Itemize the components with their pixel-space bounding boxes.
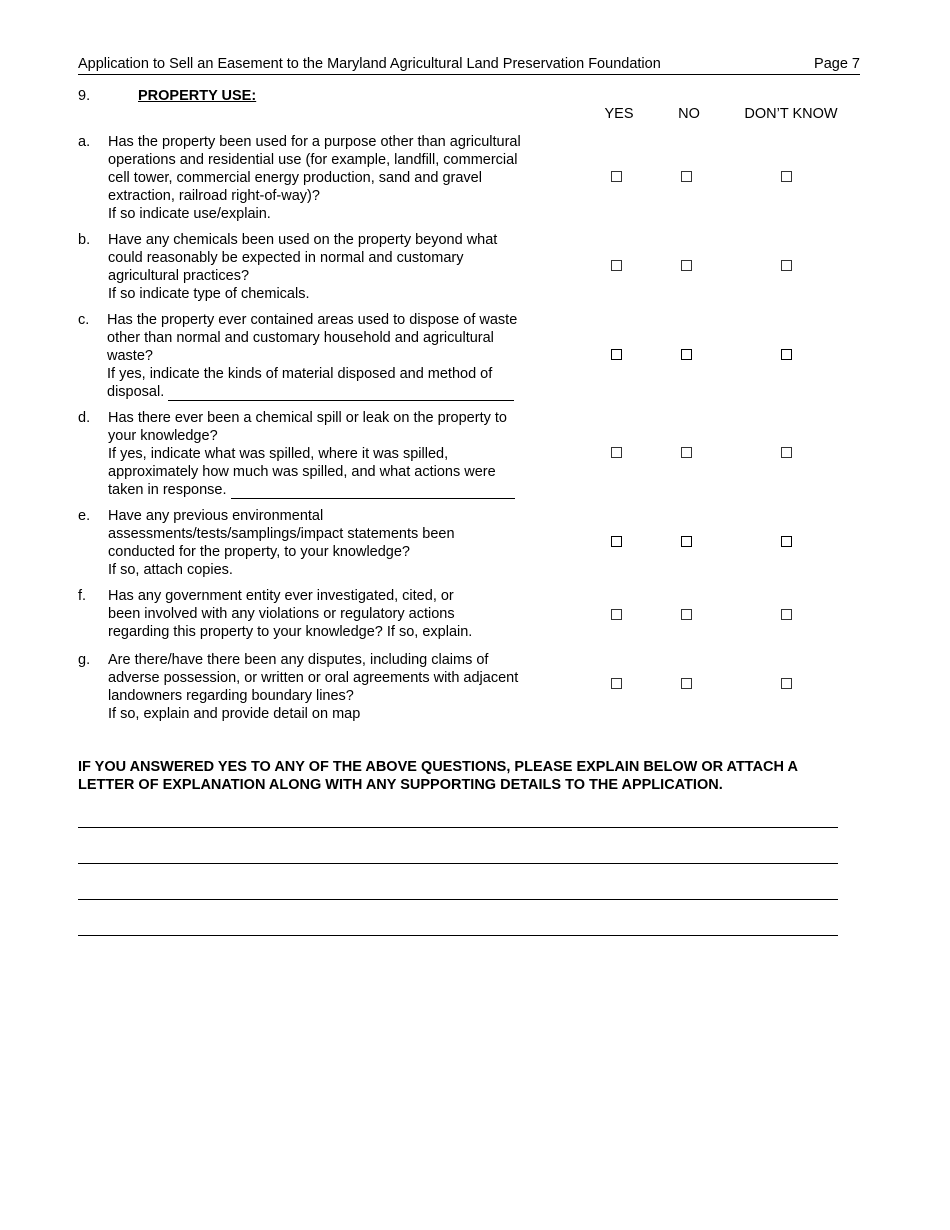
question-line: Has the property been used for a purpose other than agricultural [108, 134, 521, 150]
question-letter: g. [78, 652, 91, 668]
explanation-line-3[interactable] [78, 899, 838, 900]
page-header [78, 56, 860, 75]
question-line: operations and residential use (for example, landfill, commercial [108, 152, 518, 168]
question-letter: f. [78, 588, 87, 604]
checkbox-e-no[interactable] [681, 536, 692, 547]
explanation-line-2[interactable] [78, 863, 838, 864]
explanation-line-1[interactable] [78, 827, 838, 828]
question-line: If yes, indicate the kinds of material disposed and method of [107, 366, 493, 382]
question-line: your knowledge? [108, 428, 218, 444]
question-line: If so indicate use/explain. [108, 206, 271, 222]
checkbox-g-no[interactable] [681, 678, 692, 689]
column-header-dont-know: DON’T KNOW [744, 106, 838, 122]
section-number: 9. [78, 88, 91, 104]
checkbox-a-no[interactable] [681, 171, 692, 182]
checkbox-e-dont-know[interactable] [781, 536, 792, 547]
question-line: regarding this property to your knowledge? If so, explain. [108, 624, 473, 640]
question-line: If so, attach copies. [108, 562, 233, 578]
question-line: Are there/have there been any disputes, including claims of [108, 652, 489, 668]
checkbox-d-no[interactable] [681, 447, 692, 458]
question-letter: d. [78, 410, 91, 426]
checkbox-g-yes[interactable] [611, 678, 622, 689]
question-line: other than normal and customary household and agricultural [107, 330, 494, 346]
question-line: If so, explain and provide detail on map [108, 706, 361, 722]
question-line: disposal. [107, 384, 165, 400]
column-header-no: NO [678, 106, 700, 122]
question-line: adverse possession, or written or oral agreements with adjacent [108, 670, 519, 686]
checkbox-f-no[interactable] [681, 609, 692, 620]
question-line: conducted for the property, to your knowledge? [108, 544, 411, 560]
checkbox-c-yes[interactable] [611, 349, 622, 360]
question-line: Has there ever been a chemical spill or leak on the property to [108, 410, 507, 426]
question-letter: c. [78, 312, 90, 328]
column-header-yes: YES [604, 106, 634, 122]
checkbox-c-no[interactable] [681, 349, 692, 360]
checkbox-a-yes[interactable] [611, 171, 622, 182]
answer-blank-line[interactable] [231, 484, 515, 499]
answer-blank-line[interactable] [168, 386, 514, 401]
question-line: cell tower, commercial energy production, sand and gravel [108, 170, 482, 186]
checkbox-b-dont-know[interactable] [781, 260, 792, 271]
question-line: landowners regarding boundary lines? [108, 688, 354, 704]
question-line: agricultural practices? [108, 268, 250, 284]
explanation-notice [78, 758, 868, 794]
question-line: If yes, indicate what was spilled, where it was spilled, [108, 446, 449, 462]
question-line: approximately how much was spilled, and what actions were [108, 464, 496, 480]
checkbox-e-yes[interactable] [611, 536, 622, 547]
checkbox-b-yes[interactable] [611, 260, 622, 271]
question-line: taken in response. [108, 482, 227, 498]
question-line: If so indicate type of chemicals. [108, 286, 310, 302]
checkbox-f-yes[interactable] [611, 609, 622, 620]
question-line: Has any government entity ever investigated, cited, or [108, 588, 454, 604]
checkbox-f-dont-know[interactable] [781, 609, 792, 620]
question-line: Have any chemicals been used on the property beyond what [108, 232, 498, 248]
question-line: could reasonably be expected in normal and customary [108, 250, 464, 266]
question-line: Has the property ever contained areas used to dispose of waste [107, 312, 518, 328]
notice-line-2: LETTER OF EXPLANATION ALONG WITH ANY SUPPORTING DETAILS TO THE APPLICATION. [78, 777, 723, 793]
explanation-line-4[interactable] [78, 935, 838, 936]
question-line: waste? [107, 348, 153, 364]
checkbox-g-dont-know[interactable] [781, 678, 792, 689]
question-line: been involved with any violations or regulatory actions [108, 606, 455, 622]
page-number: Page 7 [814, 56, 860, 72]
notice-line-1: IF YOU ANSWERED YES TO ANY OF THE ABOVE QUESTIONS, PLEASE EXPLAIN BELOW OR ATTACH A [78, 759, 798, 775]
document-title: Application to Sell an Easement to the Maryland Agricultural Land Preservation Foundation [78, 56, 661, 72]
checkbox-a-dont-know[interactable] [781, 171, 792, 182]
question-letter: e. [78, 508, 91, 524]
checkbox-d-dont-know[interactable] [781, 447, 792, 458]
question-line: Have any previous environmental [108, 508, 324, 524]
question-line: assessments/tests/samplings/impact statements been [108, 526, 455, 542]
question-letter: b. [78, 232, 91, 248]
section-title: PROPERTY USE: [138, 88, 257, 104]
checkbox-b-no[interactable] [681, 260, 692, 271]
question-letter: a. [78, 134, 91, 150]
question-line: extraction, railroad right-of-way)? [108, 188, 320, 204]
checkbox-c-dont-know[interactable] [781, 349, 792, 360]
checkbox-d-yes[interactable] [611, 447, 622, 458]
